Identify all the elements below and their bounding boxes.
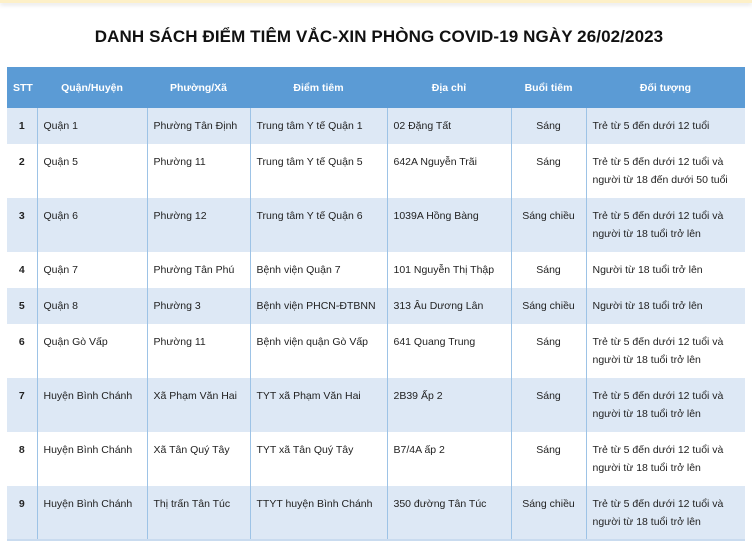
cell-session: Sáng chiều [511, 486, 586, 540]
cell-session: Sáng [511, 108, 586, 144]
cell-stt: 3 [7, 198, 37, 252]
cell-target [586, 252, 745, 288]
table-row [7, 108, 745, 144]
cell-district: Quận 8 [37, 288, 147, 324]
cell-address: 101 Nguyễn Thị Thập [387, 252, 511, 288]
cell-ward: Phường Tân Định [147, 108, 250, 144]
cell-site: Bệnh viện Quận 7 [250, 252, 387, 288]
cell-ward: Xã Tân Quý Tây [147, 432, 250, 486]
cell-target [586, 432, 745, 486]
cell-site: Trung tâm Y tế Quận 1 [250, 108, 387, 144]
cell-site: Trung tâm Y tế Quận 5 [250, 144, 387, 198]
table-row [7, 432, 745, 486]
cell-session: Sáng [511, 378, 586, 432]
target-line-1: Trẻ từ 5 đến dưới 12 tuổi và [592, 210, 724, 222]
cell-site: TYT xã Tân Quý Tây [250, 432, 387, 486]
target-line-1: Người từ 18 tuổi trở lên [592, 300, 703, 312]
cell-ward: Phường 11 [147, 144, 250, 198]
cell-site: Bệnh viện quận Gò Vấp [250, 324, 387, 378]
cell-address: B7/4A ấp 2 [387, 432, 511, 486]
target-line-2: người từ 18 tuổi trở lên [592, 408, 701, 420]
cell-site: TTYT huyện Bình Chánh [250, 486, 387, 540]
cell-target [586, 198, 745, 252]
target-line-1: Trẻ từ 5 đến dưới 12 tuổi và [592, 444, 724, 456]
target-line-2: người từ 18 tuổi trở lên [592, 354, 701, 366]
target-line-2: người từ 18 đến dưới 50 tuổi [592, 174, 728, 186]
target-line-1: Trẻ từ 5 đến dưới 12 tuổi và [592, 156, 724, 168]
cell-stt: 9 [7, 486, 37, 540]
table-row [7, 378, 745, 432]
cell-address: 350 đường Tân Túc [387, 486, 511, 540]
cell-session: Sáng chiều [511, 198, 586, 252]
cell-address: 2B39 Ấp 2 [387, 378, 511, 432]
cell-target [586, 378, 745, 432]
cell-session: Sáng chiều [511, 288, 586, 324]
cell-ward: Thị trấn Tân Túc [147, 486, 250, 540]
table-row [7, 198, 745, 252]
table-row [7, 324, 745, 378]
cell-district: Quận 5 [37, 144, 147, 198]
cell-stt: 7 [7, 378, 37, 432]
cell-target [586, 144, 745, 198]
column-header-stt: STT [7, 67, 37, 108]
table-row [7, 144, 745, 198]
target-line-1: Trẻ từ 5 đến dưới 12 tuổi và [592, 498, 724, 510]
cell-district: Huyện Bình Chánh [37, 378, 147, 432]
cell-session: Sáng [511, 144, 586, 198]
cell-address: 641 Quang Trung [387, 324, 511, 378]
cell-target [586, 288, 745, 324]
target-line-1: Người từ 18 tuổi trở lên [592, 264, 703, 276]
column-header-district: Quận/Huyện [37, 67, 147, 108]
column-header-ward: Phường/Xã [147, 67, 250, 108]
table-row [7, 486, 745, 540]
table-header-row [7, 67, 745, 108]
cell-ward: Phường 12 [147, 198, 250, 252]
cell-district: Quận 1 [37, 108, 147, 144]
top-strip [0, 0, 752, 3]
target-line-2: người từ 18 tuổi trở lên [592, 462, 701, 474]
cell-site: Bệnh viện PHCN-ĐTBNN [250, 288, 387, 324]
table-row [7, 252, 745, 288]
cell-district: Quận 7 [37, 252, 147, 288]
cell-address: 1039A Hồng Bàng [387, 198, 511, 252]
cell-session: Sáng [511, 324, 586, 378]
vaccination-sites-table [7, 67, 745, 541]
cell-stt: 2 [7, 144, 37, 198]
cell-stt: 6 [7, 324, 37, 378]
cell-stt: 4 [7, 252, 37, 288]
cell-target [586, 108, 745, 144]
column-header-address: Địa chỉ [387, 67, 511, 108]
cell-site: Trung tâm Y tế Quận 6 [250, 198, 387, 252]
target-line-2: người từ 18 tuổi trở lên [592, 516, 701, 528]
cell-district: Quận 6 [37, 198, 147, 252]
cell-ward: Xã Phạm Văn Hai [147, 378, 250, 432]
cell-address: 313 Âu Dương Lân [387, 288, 511, 324]
target-line-1: Trẻ từ 5 đến dưới 12 tuổi [592, 120, 710, 132]
cell-district: Huyện Bình Chánh [37, 432, 147, 486]
target-line-1: Trẻ từ 5 đến dưới 12 tuổi và [592, 390, 724, 402]
cell-site: TYT xã Phạm Văn Hai [250, 378, 387, 432]
column-header-session: Buổi tiêm [511, 67, 586, 108]
table-row [7, 288, 745, 324]
cell-stt: 1 [7, 108, 37, 144]
target-line-2: người từ 18 tuổi trở lên [592, 228, 701, 240]
cell-ward: Phường 11 [147, 324, 250, 378]
cell-target [586, 486, 745, 540]
cell-stt: 8 [7, 432, 37, 486]
cell-stt: 5 [7, 288, 37, 324]
cell-session: Sáng [511, 252, 586, 288]
column-header-target: Đối tượng [586, 67, 745, 108]
target-line-1: Trẻ từ 5 đến dưới 12 tuổi và [592, 336, 724, 348]
cell-ward: Phường 3 [147, 288, 250, 324]
cell-district: Quận Gò Vấp [37, 324, 147, 378]
column-header-site: Điểm tiêm [250, 67, 387, 108]
cell-address: 642A Nguyễn Trãi [387, 144, 511, 198]
cell-session: Sáng [511, 432, 586, 486]
page-title: DANH SÁCH ĐIỂM TIÊM VẮC-XIN PHÒNG COVID-19 NGÀY 26/02/2023 [94, 27, 664, 46]
cell-district: Huyện Bình Chánh [37, 486, 147, 540]
cell-address: 02 Đặng Tất [387, 108, 511, 144]
cell-target [586, 324, 745, 378]
cell-ward: Phường Tân Phú [147, 252, 250, 288]
